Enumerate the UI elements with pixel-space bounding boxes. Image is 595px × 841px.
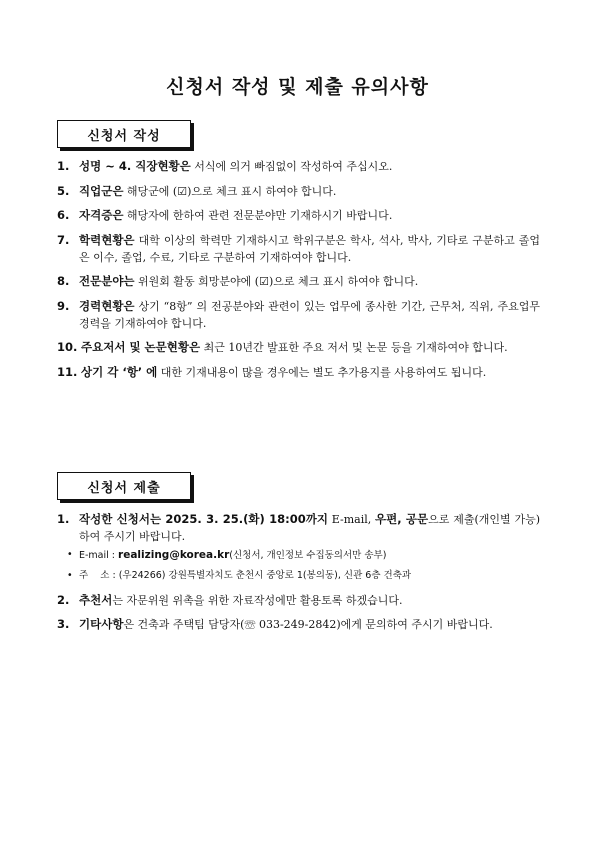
item-text: 으로 제출(개인별 가능)하여 주시기 바랍니다.	[79, 513, 540, 543]
item-text: 최근 10년간 발표한 주요 저서 및 논문 등을 기재하여야 합니다.	[200, 341, 508, 354]
email-line	[67, 547, 540, 564]
page-title: 신청서 작성 및 제출 유의사항	[166, 76, 429, 98]
item-lead: 상기 각 ‘항’ 에	[81, 364, 158, 379]
item-text: 서식에 의거 빠짐없이 작성하여 주십시오.	[190, 160, 393, 173]
item-lead: 학력현황은	[79, 232, 135, 247]
address-label: 주 소 :	[79, 570, 119, 581]
list-item	[57, 339, 540, 356]
item-number: 7.	[57, 232, 70, 247]
list-item	[57, 158, 540, 175]
item-lead: 추천서	[79, 592, 113, 607]
list-item	[57, 183, 540, 200]
email-label: E-mail :	[79, 550, 119, 561]
address-line	[67, 568, 540, 584]
list-item	[57, 298, 540, 332]
item-text: 는 자문위원 위촉을 위한 자료작성에만 활용토록 하겠습니다.	[112, 593, 403, 607]
item-text: 대학 이상의 학력만 기재하시고 학위구분은 학사, 석사, 박사, 기타로 구분하고 졸업은 이수, 졸업, 수료, 기타로 구분하여 기재하여야 합니다.	[79, 233, 540, 264]
item-text: 해당군에 (☑)으로 체크 표시 하여야 합니다.	[123, 184, 337, 198]
submission-methods: 우편, 공문	[375, 512, 429, 526]
item-lead: 주요저서 및 논문현황은	[81, 340, 201, 354]
section-heading-submit: 신청서 제출	[57, 472, 191, 500]
item-lead: 경력현황은	[79, 298, 135, 313]
item-number: 6.	[57, 208, 70, 222]
item-lead: 자격증은	[79, 208, 124, 222]
item-text: 상기 “8항” 의 전공분야와 관련이 있는 업무에 종사한 기간, 근무처, 직위, 주요업무경력을 기재하여야 합니다.	[79, 299, 540, 330]
email-address[interactable]: realizing@korea.kr	[118, 549, 230, 561]
bullet-icon: •	[67, 549, 73, 560]
submit-instructions-list	[57, 511, 540, 641]
submission-details	[67, 547, 540, 584]
email-note: (신청서, 개인정보 수집동의서만 송부)	[229, 550, 387, 561]
item-number: 3.	[57, 617, 70, 631]
item-lead: 작성한 신청서는	[79, 512, 162, 526]
item-number: 1.	[57, 159, 70, 173]
list-item	[57, 273, 540, 290]
section-heading-write: 신청서 작성	[57, 120, 191, 148]
item-lead: 기타사항	[79, 617, 124, 631]
item-number: 9.	[57, 298, 70, 313]
write-instructions-list	[57, 158, 540, 388]
list-item	[57, 616, 540, 633]
deadline: 2025. 3. 25.(화) 18:00까지	[161, 512, 328, 526]
item-number: 5.	[57, 183, 70, 198]
address-value: (우24266) 강원특별자치도 춘천시 중앙로 1(봉의동), 신관 6층 건축과	[118, 570, 412, 581]
item-number: 11.	[57, 364, 78, 379]
item-number: 8.	[57, 274, 70, 288]
item-number: 1.	[57, 512, 70, 526]
item-text: 위원회 활동 희망분야에 (☑)으로 체크 표시 하여야 합니다.	[134, 275, 419, 288]
list-item	[57, 207, 540, 224]
item-text: 해당자에 한하여 관련 전문분야만 기재하시기 바랍니다.	[123, 209, 393, 222]
list-item	[57, 511, 540, 584]
item-lead: 성명 ~ 4. 직장현황은	[79, 159, 191, 173]
list-item	[57, 364, 540, 381]
item-lead: 직업군은	[79, 183, 124, 198]
item-number: 2.	[57, 592, 70, 607]
bullet-icon: •	[67, 570, 73, 581]
list-item	[57, 592, 540, 609]
list-item	[57, 232, 540, 266]
item-number: 10.	[57, 340, 78, 354]
item-text: 은 건축과 주택팀 담당자(☏ 033-249-2842)에게 문의하여 주시기 바랍니다.	[123, 618, 493, 631]
item-text: 대한 기재내용이 많을 경우에는 별도 추가용지를 사용하여도 됩니다.	[157, 365, 487, 379]
item-lead: 전문분야는	[79, 274, 135, 288]
item-text: E-mail,	[327, 513, 376, 526]
